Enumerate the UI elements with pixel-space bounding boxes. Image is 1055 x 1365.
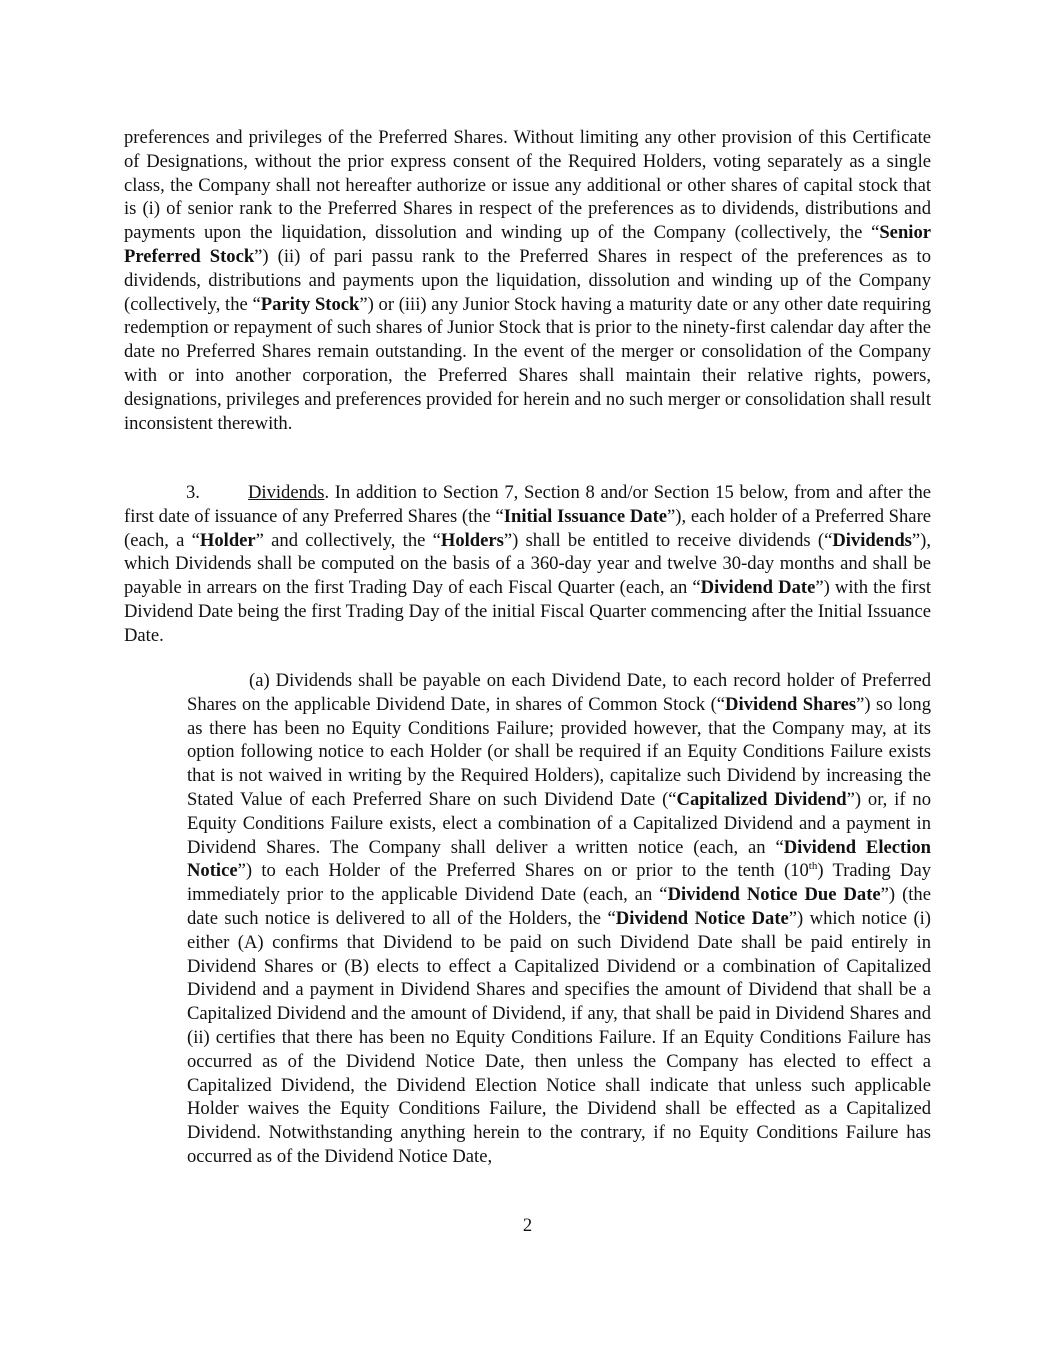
text-run: ”) or (iii) any Junior Stock having a maturity date or any other date requiring redemption or repayment of such shares of Junior Stock that is prior to the ninety-first calendar day after the date no Preferred Shares remain outstanding. In the event of the merger or consolidation of the Company with or into another corporation, the Preferred Shares shall maintain their relative rights, powers, designations, privileges and preferences provided for herein and no such merger or consolidation shall result inconsistent therewith. xyxy=(124,293,931,434)
text-run: ”) (the date such notice is delivered to all of the Holders, the “ xyxy=(187,884,931,929)
text-run: ”) shall be entitled to receive dividends (“ xyxy=(503,529,833,551)
defined-term-dividend-shares: Dividend Shares xyxy=(725,693,857,715)
defined-term-dividend-date: Dividend Date xyxy=(700,577,816,599)
ordinal-superscript: th xyxy=(808,860,818,873)
text-run: preferences and privileges of the Preferred Shares. Without limiting any other provision of this Certificate of Designations, without the prior express consent of the Required Holders, voting separately as a single class, the Company shall not hereafter authorize or issue any additional or other shares of capital stock that is (i) of senior rank to the Preferred Shares in respect of the preferences as to dividends, distributions and payments upon the liquidation, dissolution and winding up of the Company (collectively, the “ xyxy=(124,127,931,244)
text-run: ”) to each Holder of the Preferred Shares on or prior to the tenth (10 xyxy=(237,860,809,882)
section-number: 3. xyxy=(186,482,200,503)
text-run: ”) which notice (i) either (A) confirms that Dividend to be paid on such Dividend Date shall be paid entirely in Dividend Shares or (B) elects to effect a Capitalized Dividend or a combination of Capitalized Dividend and a payment in Dividend Shares and specifies the amount of Dividend that shall be a Capitalized Dividend and the amount of Dividend, if any, that shall be paid in Dividend Shares and (ii) certifies that there has been no Equity Conditions Failure. If an Equity Conditions Failure has occurred as of the Dividend Notice Date, then unless the Company has elected to effect a Capitalized Dividend, the Dividend Election Notice shall indicate that unless such applicable Holder waives the Equity Conditions Failure, the Dividend shall be effected as a Capitalized Dividend. Notwithstanding anything herein to the contrary, if no Equity Conditions Failure has occurred as of the Dividend Notice Date, xyxy=(187,907,932,1167)
defined-term-dividends: Dividends xyxy=(832,529,912,551)
section-3-dividends xyxy=(124,481,931,648)
defined-term-capitalized-dividend: Capitalized Dividend xyxy=(676,788,847,810)
text-run: ”) (ii) of pari passu rank to the Preferred Shares in respect of the preferences as to dividends, distributions and payments upon the liquidation, dissolution and winding up of the Company (collectively, the “ xyxy=(124,245,932,315)
text-run: . In addition to Section 7, Section 8 and/or Section 15 below, from and after the first date of issuance of any Preferred Shares (the “ xyxy=(124,482,931,527)
text-run: ) Trading Day immediately prior to the applicable Dividend Date (each, an “ xyxy=(187,860,931,906)
text-run: ”) or, if no Equity Conditions Failure exists, elect a combination of a Capitalized Dividend and a payment in Dividend Shares. The Company shall deliver a written notice (each, an “ xyxy=(187,788,931,858)
page-number: 2 xyxy=(522,1215,533,1236)
subsection-a-dividend-payment xyxy=(187,669,931,1169)
defined-term-dividend-notice-date: Dividend Notice Date xyxy=(615,907,789,929)
text-run: ”), each holder of a Preferred Share (each, a “ xyxy=(124,505,932,551)
defined-term-senior-preferred-stock: Senior Preferred Stock xyxy=(124,222,931,267)
defined-term-dividend-notice-due-date: Dividend Notice Due Date xyxy=(667,884,881,906)
defined-term-parity-stock: Parity Stock xyxy=(260,293,360,315)
section-heading: Dividends xyxy=(248,482,325,503)
text-run: ” and collectively, the “ xyxy=(255,529,441,551)
text-run: ”) so long as there has been no Equity Conditions Failure; provided however, that the Company may, at its option following notice to each Holder (or shall be required if an Equity Conditions Failure exists that is not waived in writing by the Required Holders), capitalize such Dividend by increasing the Stated Value of each Preferred Share on such Dividend Date (“ xyxy=(187,693,932,810)
defined-term-holder: Holder xyxy=(199,529,256,551)
text-run: ”) with the first Dividend Date being the first Trading Day of the initial Fiscal Quarter commencing after the Initial Issuance Date. xyxy=(124,577,931,646)
defined-term-holders: Holders xyxy=(440,529,504,551)
paragraph-preferences-continuation xyxy=(124,126,931,435)
text-run: (a) Dividends shall be payable on each Dividend Date, to each record holder of Preferred Shares on the applicable Dividend Date, in shares of Common Stock (“ xyxy=(187,670,931,715)
defined-term-initial-issuance-date: Initial Issuance Date xyxy=(503,505,668,527)
text-run: ”), which Dividends shall be computed on the basis of a 360-day year and twelve 30-day months and shall be payable in arrears on the first Trading Day of each Fiscal Quarter (each, an “ xyxy=(124,529,931,599)
defined-term-dividend-election-notice: Dividend Election Notice xyxy=(187,836,931,882)
